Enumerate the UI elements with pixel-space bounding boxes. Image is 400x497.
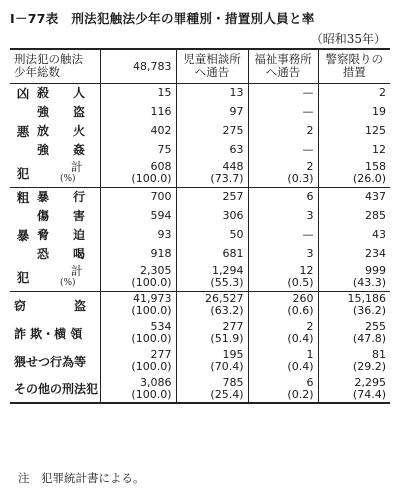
subtotal-row bbox=[10, 159, 390, 187]
category-label: 窃 盗 bbox=[10, 291, 100, 319]
header-col-police: 警察限りの措置 bbox=[318, 49, 390, 83]
group-label-char bbox=[10, 140, 36, 159]
row-total: 402 bbox=[100, 121, 176, 140]
category-child-guidance-percent: (70.4) bbox=[210, 360, 244, 373]
table-row bbox=[10, 244, 390, 263]
category-welfare-office-percent: (0.4) bbox=[287, 360, 314, 373]
row-welfare-office: 3 bbox=[248, 206, 318, 225]
category-child-guidance bbox=[176, 375, 248, 403]
subtotal-word: 計 bbox=[70, 263, 83, 278]
category-total-value: 3,086 bbox=[140, 375, 172, 389]
subtotal-welfare-office bbox=[248, 263, 318, 291]
category-welfare-office bbox=[248, 347, 318, 375]
category-row bbox=[10, 319, 390, 347]
subtotal-police-percent: (43.3) bbox=[352, 275, 386, 289]
category-total-percent: (100.0) bbox=[131, 360, 172, 373]
category-police bbox=[318, 375, 390, 403]
row-child-guidance: 306 bbox=[176, 206, 248, 225]
row-label: 殺 人 bbox=[36, 83, 100, 102]
row-police: 285 bbox=[365, 209, 386, 222]
category-total-percent: (100.0) bbox=[131, 332, 172, 345]
category-welfare-office-percent: (0.2) bbox=[287, 387, 314, 401]
table-row bbox=[10, 225, 390, 244]
category-welfare-office bbox=[248, 375, 318, 403]
table-row bbox=[10, 121, 390, 140]
row-label: 強 盗 bbox=[36, 102, 100, 121]
category-child-guidance-percent: (51.9) bbox=[210, 332, 244, 345]
group-label-char: 粗 bbox=[16, 189, 30, 205]
subtotal-welfare-office bbox=[248, 159, 318, 187]
category-police-value: 81 bbox=[372, 348, 386, 361]
category-police-percent: (29.2) bbox=[352, 360, 386, 373]
row-welfare-office: 6 bbox=[248, 187, 318, 206]
group-label-char: 暴 bbox=[16, 227, 30, 243]
category-total-percent: (100.0) bbox=[131, 304, 172, 318]
category-row bbox=[10, 375, 390, 403]
subtotal-welfare-office-value: 2 bbox=[306, 159, 314, 173]
category-welfare-office-percent: (0.4) bbox=[287, 332, 314, 345]
row-label: 放 火 bbox=[36, 121, 100, 140]
row-child-guidance: 97 bbox=[176, 102, 248, 121]
category-police bbox=[318, 347, 390, 375]
subtotal-total bbox=[100, 263, 176, 291]
category-welfare-office-value: 2 bbox=[306, 320, 314, 333]
row-total: 15 bbox=[100, 83, 176, 102]
subtotal-total-percent: (100.0) bbox=[131, 171, 172, 185]
row-label: 暴 行 bbox=[36, 187, 100, 206]
row-welfare-office: 2 bbox=[248, 121, 318, 140]
subtotal-label bbox=[36, 263, 100, 291]
group-label-char bbox=[10, 102, 36, 121]
subtotal-police-value: 158 bbox=[365, 159, 386, 173]
table-row bbox=[10, 187, 390, 206]
category-child-guidance-percent: (63.2) bbox=[210, 304, 244, 318]
subtotal-percent-label: (%) bbox=[59, 173, 76, 184]
group-label-char: 凶 bbox=[16, 85, 30, 101]
category-welfare-office bbox=[248, 291, 318, 319]
table-subtitle: （昭和35年） bbox=[310, 32, 386, 46]
row-police: 234 bbox=[365, 247, 386, 260]
category-total-value: 534 bbox=[150, 320, 172, 333]
subtotal-total-percent: (100.0) bbox=[131, 275, 172, 289]
subtotal-child-guidance-value: 1,294 bbox=[212, 263, 244, 277]
category-row bbox=[10, 347, 390, 375]
subtotal-child-guidance-percent: (55.3) bbox=[210, 275, 244, 289]
table-row bbox=[10, 206, 390, 225]
header-col-welfare-office: 福祉事務所へ通告 bbox=[248, 49, 318, 83]
subtotal-percent-label: (%) bbox=[59, 277, 76, 288]
subtotal-total bbox=[100, 159, 176, 187]
group-label-char bbox=[10, 206, 36, 225]
row-child-guidance: 275 bbox=[176, 121, 248, 140]
row-welfare-office: — bbox=[248, 83, 318, 102]
category-child-guidance-value: 26,527 bbox=[205, 292, 244, 306]
footnote: 注 犯罪統計書による。 bbox=[18, 471, 145, 485]
subtotal-label bbox=[36, 159, 100, 187]
category-child-guidance-value: 785 bbox=[222, 375, 244, 389]
row-child-guidance: 50 bbox=[176, 225, 248, 244]
subtotal-child-guidance-percent: (73.7) bbox=[210, 171, 244, 185]
row-label: 恐 喝 bbox=[36, 244, 100, 263]
subtotal-police-value: 999 bbox=[365, 263, 386, 277]
subtotal-police bbox=[318, 159, 390, 187]
category-total bbox=[100, 375, 176, 403]
group-label-char bbox=[10, 244, 36, 263]
subtotal-child-guidance bbox=[176, 263, 248, 291]
category-child-guidance bbox=[176, 347, 248, 375]
row-total: 93 bbox=[100, 225, 176, 244]
category-welfare-office-value: 6 bbox=[306, 375, 314, 389]
category-welfare-office-value: 1 bbox=[306, 348, 314, 361]
subtotal-police-percent: (26.0) bbox=[352, 171, 386, 185]
table-row bbox=[10, 83, 390, 102]
subtotal-police bbox=[318, 263, 390, 291]
category-child-guidance-percent: (25.4) bbox=[210, 387, 244, 401]
category-row bbox=[10, 291, 390, 319]
subtotal-child-guidance-value: 448 bbox=[222, 159, 244, 173]
table-title: I－77表 刑法犯触法少年の罪種別・措置別人員と率 bbox=[10, 11, 315, 26]
row-label: 脅 迫 bbox=[36, 225, 100, 244]
category-child-guidance bbox=[176, 319, 248, 347]
row-police: 125 bbox=[365, 124, 386, 137]
subtotal-word: 計 bbox=[70, 159, 83, 174]
category-police-percent: (74.4) bbox=[352, 387, 386, 401]
row-child-guidance: 13 bbox=[176, 83, 248, 102]
row-total: 594 bbox=[100, 206, 176, 225]
header-total: 48,783 bbox=[100, 49, 176, 83]
table-row bbox=[10, 140, 390, 159]
subtotal-welfare-office-percent: (0.5) bbox=[287, 275, 314, 289]
category-police-percent: (47.8) bbox=[352, 332, 386, 345]
category-child-guidance-value: 277 bbox=[222, 320, 244, 333]
category-total bbox=[100, 291, 176, 319]
row-label: 強 姦 bbox=[36, 140, 100, 159]
subtotal-child-guidance bbox=[176, 159, 248, 187]
row-welfare-office: 3 bbox=[248, 244, 318, 263]
row-police: 43 bbox=[372, 228, 386, 241]
category-total bbox=[100, 347, 176, 375]
subtotal-welfare-office-value: 12 bbox=[299, 263, 314, 277]
row-total: 116 bbox=[100, 102, 176, 121]
subtotal-welfare-office-percent: (0.3) bbox=[287, 171, 314, 185]
row-police: 12 bbox=[372, 143, 386, 156]
group-label-char: 悪 bbox=[16, 123, 30, 139]
category-total bbox=[100, 319, 176, 347]
subtotal-total-value: 608 bbox=[150, 159, 172, 173]
row-label: 傷 害 bbox=[36, 206, 100, 225]
category-welfare-office-percent: (0.6) bbox=[287, 304, 314, 318]
category-police-value: 15,186 bbox=[347, 292, 386, 306]
category-police bbox=[318, 319, 390, 347]
row-welfare-office: — bbox=[248, 102, 318, 121]
row-police: 19 bbox=[372, 105, 386, 118]
subtotal-total-value: 2,305 bbox=[140, 263, 172, 277]
category-police-value: 2,295 bbox=[354, 375, 386, 389]
header-row bbox=[10, 49, 390, 83]
category-total-value: 41,973 bbox=[133, 292, 172, 306]
category-child-guidance-value: 195 bbox=[222, 348, 244, 361]
row-total: 918 bbox=[100, 244, 176, 263]
category-label: その他の刑法犯 bbox=[10, 375, 100, 403]
category-total-value: 277 bbox=[150, 348, 172, 361]
category-welfare-office-value: 260 bbox=[292, 292, 314, 306]
group-label-char: 犯 bbox=[10, 263, 36, 291]
group-label-char: 犯 bbox=[10, 159, 36, 187]
header-label: 刑法犯の触法少年総数 bbox=[10, 49, 100, 83]
row-police: 2 bbox=[379, 86, 386, 100]
row-child-guidance: 63 bbox=[176, 140, 248, 159]
row-total: 700 bbox=[100, 187, 176, 206]
category-total-percent: (100.0) bbox=[131, 387, 172, 401]
row-child-guidance: 257 bbox=[176, 187, 248, 206]
table-row bbox=[10, 102, 390, 121]
subtotal-row bbox=[10, 263, 390, 291]
header-col-child-guidance: 児童相談所へ通告 bbox=[176, 49, 248, 83]
row-welfare-office: — bbox=[248, 140, 318, 159]
category-welfare-office bbox=[248, 319, 318, 347]
row-welfare-office: — bbox=[248, 225, 318, 244]
category-label: 詐 欺・横 領 bbox=[10, 319, 100, 347]
statistics-table bbox=[10, 48, 390, 404]
category-police-percent: (36.2) bbox=[352, 304, 386, 318]
category-label: 猥せつ行為等 bbox=[10, 347, 100, 375]
category-child-guidance bbox=[176, 291, 248, 319]
category-police-value: 255 bbox=[365, 320, 386, 333]
row-total: 75 bbox=[100, 140, 176, 159]
category-police bbox=[318, 291, 390, 319]
row-police: 437 bbox=[365, 190, 386, 204]
row-child-guidance: 681 bbox=[176, 244, 248, 263]
